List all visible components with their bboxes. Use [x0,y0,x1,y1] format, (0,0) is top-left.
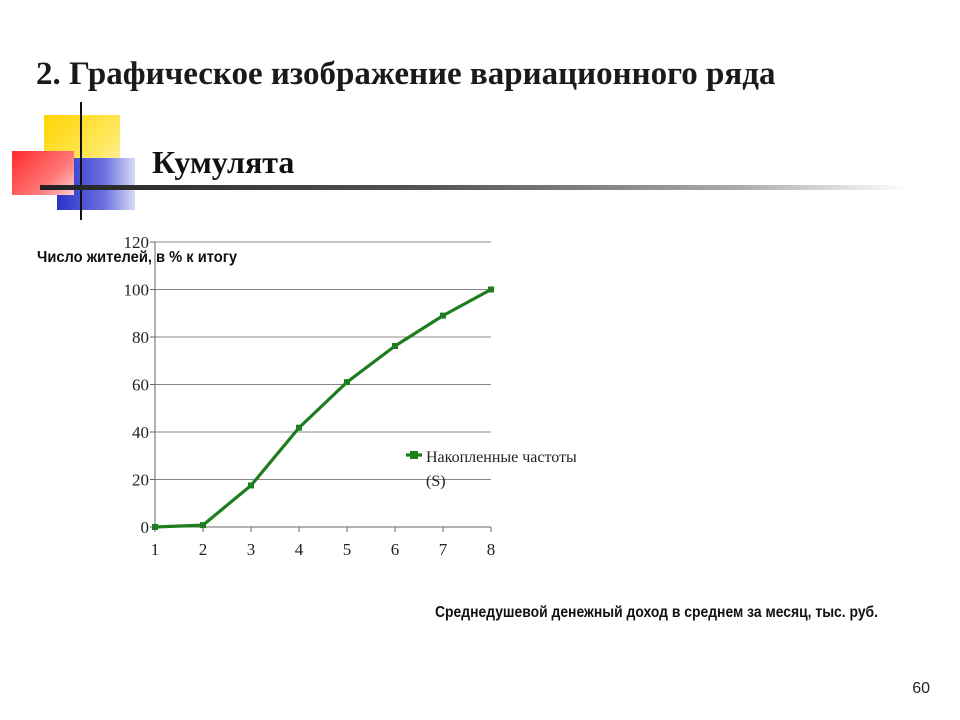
data-point-4 [296,425,302,431]
legend-label-line-1: Накопленные частоты [426,449,577,466]
data-point-3 [248,482,254,488]
slide-title: 2. Графическое изображение вариационного ряда [36,56,776,92]
y-tick-label-40: 40 [132,423,149,442]
legend-label-line-2: (S) [426,473,446,490]
x-axis-label: Среднедушевой денежный доход в среднем за месяц, тыс. руб. [435,604,878,621]
y-axis-label: Число жителей, в % к итогу [37,249,238,266]
x-tick-label-8: 8 [486,540,496,559]
x-tick-label-7: 7 [438,540,448,559]
series-markers [152,287,494,531]
x-tick-labels [151,540,496,559]
data-point-5 [344,379,350,385]
data-point-1 [152,524,158,530]
data-point-2 [200,522,206,528]
legend [406,449,577,490]
y-tick-label-0: 0 [140,518,149,537]
y-tick-label-120: 120 [123,233,149,252]
legend-marker-icon [406,451,422,459]
x-tick-label-5: 5 [342,540,352,559]
x-tick-label-6: 6 [390,540,400,559]
x-tick-label-4: 4 [294,540,304,559]
y-tick-label-60: 60 [132,375,149,395]
grid-lines [155,242,491,480]
page-number: 60 [912,680,930,697]
series-line-cumulative [155,290,491,528]
data-point-8 [488,287,494,293]
legend-label [426,449,577,490]
data-point-7 [440,313,446,319]
x-tick-label-3: 3 [246,540,256,559]
subtitle: Кумулята [152,144,295,180]
legend-point-sample [410,451,418,459]
y-tick-label-20: 20 [132,470,149,490]
x-tick-label-2: 2 [198,540,208,559]
y-tick-label-100: 100 [123,280,149,300]
x-tick-label-1: 1 [150,540,160,559]
data-point-6 [392,343,398,349]
y-tick-labels [124,233,150,537]
y-tick-label-80: 80 [132,328,149,347]
